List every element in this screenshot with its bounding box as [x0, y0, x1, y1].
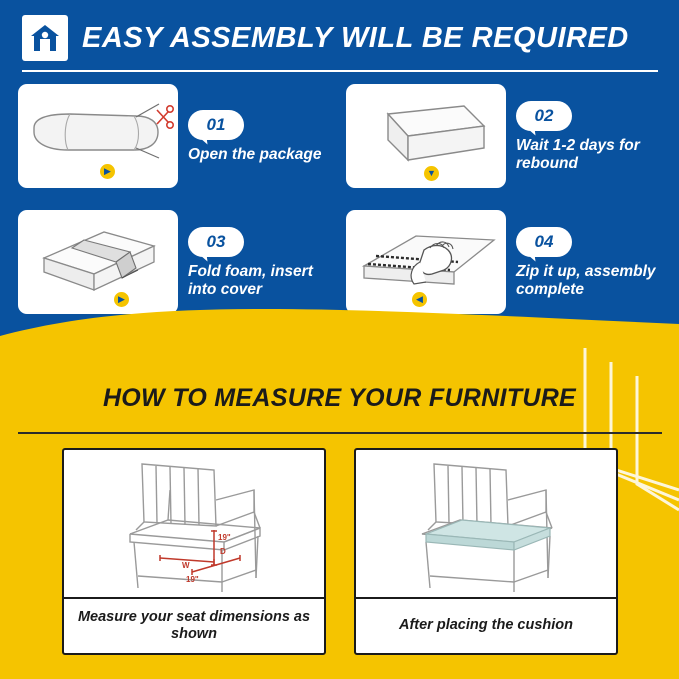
arrow-down-icon: ▼ [424, 166, 439, 181]
step-text-02 [516, 84, 662, 188]
step-text-01 [188, 84, 322, 188]
assembly-section [0, 0, 679, 330]
step-card-01 [18, 84, 334, 188]
step-number: 02 [534, 105, 554, 125]
package-with-scissors-icon [18, 84, 178, 188]
chair-with-cushion-icon [356, 450, 616, 597]
page-title: EASY ASSEMBLY WILL BE REQUIRED [82, 21, 629, 54]
svg-text:19": 19" [218, 533, 231, 542]
card-caption: After placing the cushion [398, 617, 573, 634]
step-text-03 [188, 210, 334, 314]
foam-cushion-icon [346, 84, 506, 188]
svg-text:W: W [182, 561, 190, 570]
step-label: Open the package [188, 145, 322, 163]
step-label: Zip it up, assembly complete [516, 262, 656, 298]
measure-title: HOW TO MEASURE YOUR FURNITURE [102, 384, 577, 412]
step-card-04 [346, 210, 662, 314]
measure-divider [18, 432, 662, 434]
step-card-02 [346, 84, 662, 188]
measure-card-1 [62, 448, 326, 655]
house-logo-icon [22, 15, 68, 61]
assembly-header [22, 12, 658, 64]
step-card-03 [18, 210, 334, 314]
assembly-steps [18, 84, 662, 314]
step-number: 04 [534, 231, 554, 251]
card-caption: Measure your seat dimensions as shown [77, 608, 311, 642]
measure-card-2 [354, 448, 618, 655]
measure-section [0, 300, 679, 679]
step-number: 03 [206, 231, 226, 251]
svg-text:D: D [220, 547, 226, 556]
arrow-right-icon: ▶ [114, 292, 129, 307]
step-number: 01 [206, 114, 226, 134]
step-text-04 [516, 210, 662, 314]
header-divider [22, 70, 658, 72]
svg-text:19": 19" [186, 575, 199, 584]
fold-foam-into-cover-icon [18, 210, 178, 314]
hand-zipping-cushion-icon [346, 210, 506, 314]
step-label: Fold foam, insert into cover [188, 262, 313, 298]
chair-with-measurements-icon [64, 450, 324, 597]
arrow-right-icon: ▶ [100, 164, 115, 179]
step-label: Wait 1-2 days for rebound [516, 136, 640, 172]
measure-cards [62, 448, 618, 653]
arrow-left-icon: ◀ [412, 292, 427, 307]
